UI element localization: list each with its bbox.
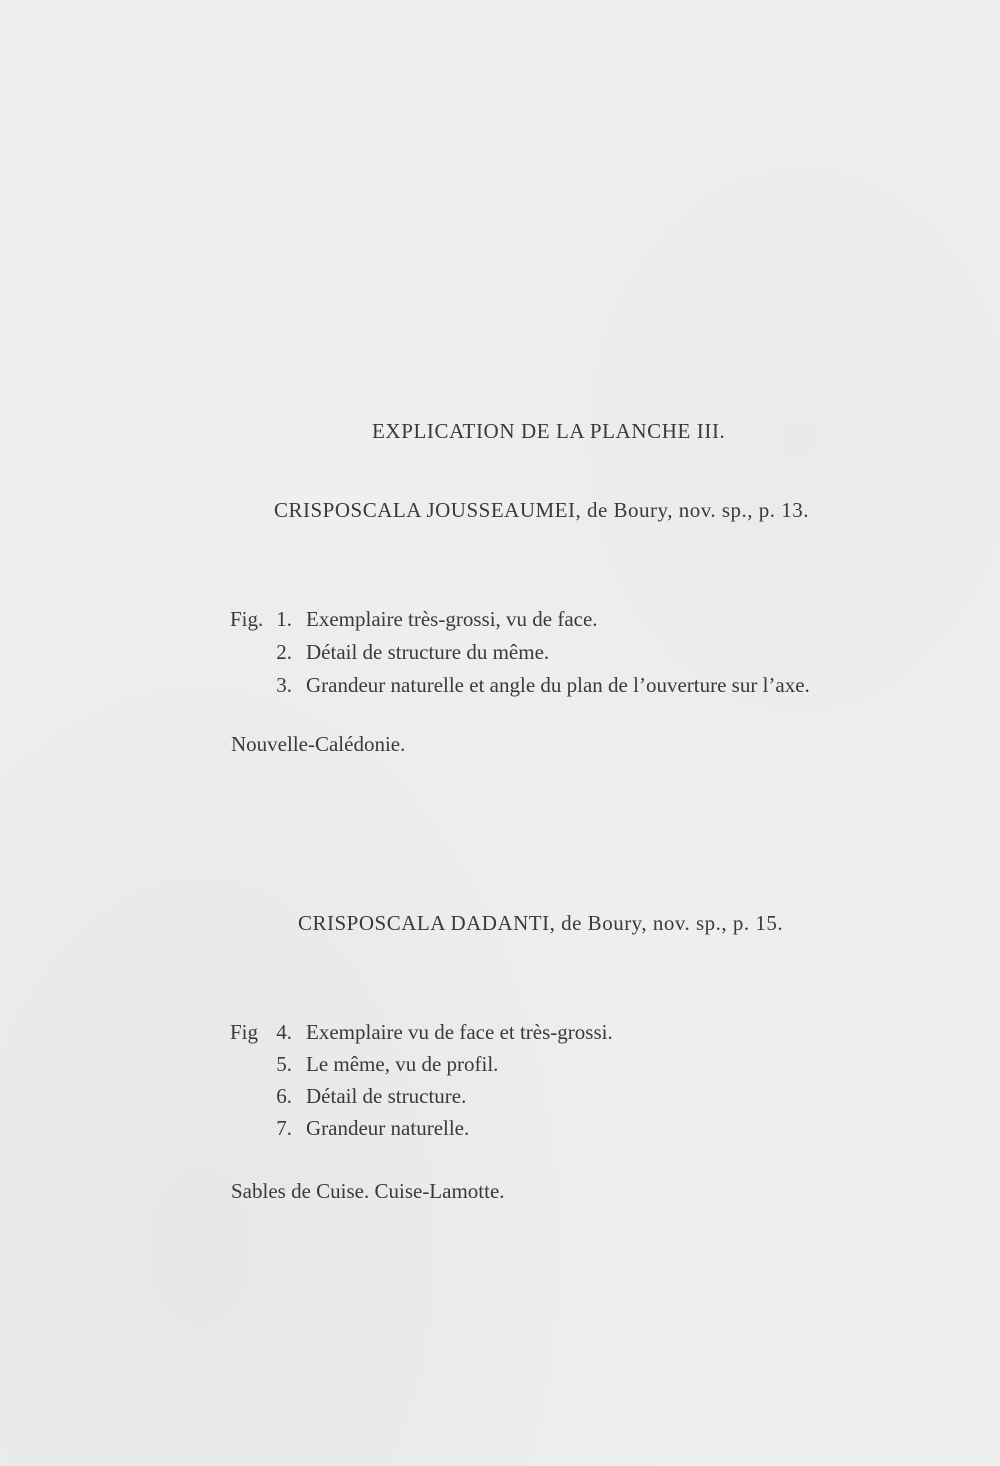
figure-number: 3. <box>276 673 292 697</box>
figure-caption: Grandeur naturelle. <box>306 1116 470 1140</box>
locality: Sables de Cuise. Cuise-Lamotte. <box>231 1179 505 1203</box>
figure-caption: Détail de structure. <box>306 1084 467 1108</box>
figure-caption: Détail de structure du même. <box>306 640 550 664</box>
figure-number: 1. <box>276 607 292 631</box>
figure-number: 7. <box>276 1116 292 1140</box>
figure-caption: Exemplaire très-grossi, vu de face. <box>306 607 598 631</box>
figure-caption: Exemplaire vu de face et très-grossi. <box>306 1020 613 1044</box>
figure-caption: Grandeur naturelle et angle du plan de l’ouverture sur l’axe. <box>306 673 810 697</box>
fig-label: Fig <box>230 1020 259 1044</box>
fig-label: Fig. <box>230 607 264 631</box>
figure-caption: Le même, vu de profil. <box>306 1052 499 1076</box>
locality: Nouvelle-Calédonie. <box>231 732 406 756</box>
figure-number: 6. <box>276 1084 292 1108</box>
figure-number: 2. <box>276 640 292 664</box>
figure-number: 5. <box>276 1052 292 1076</box>
plate-title: EXPLICATION DE LA PLANCHE III. <box>372 419 726 443</box>
figure-number: 4. <box>276 1020 292 1044</box>
species-heading-dadanti: CRISPOSCALA DADANTI, de Boury, nov. sp., p. 15. <box>298 911 784 935</box>
species-heading-jousseaumei: CRISPOSCALA JOUSSEAUMEI, de Boury, nov. sp., p. 13. <box>274 498 809 522</box>
